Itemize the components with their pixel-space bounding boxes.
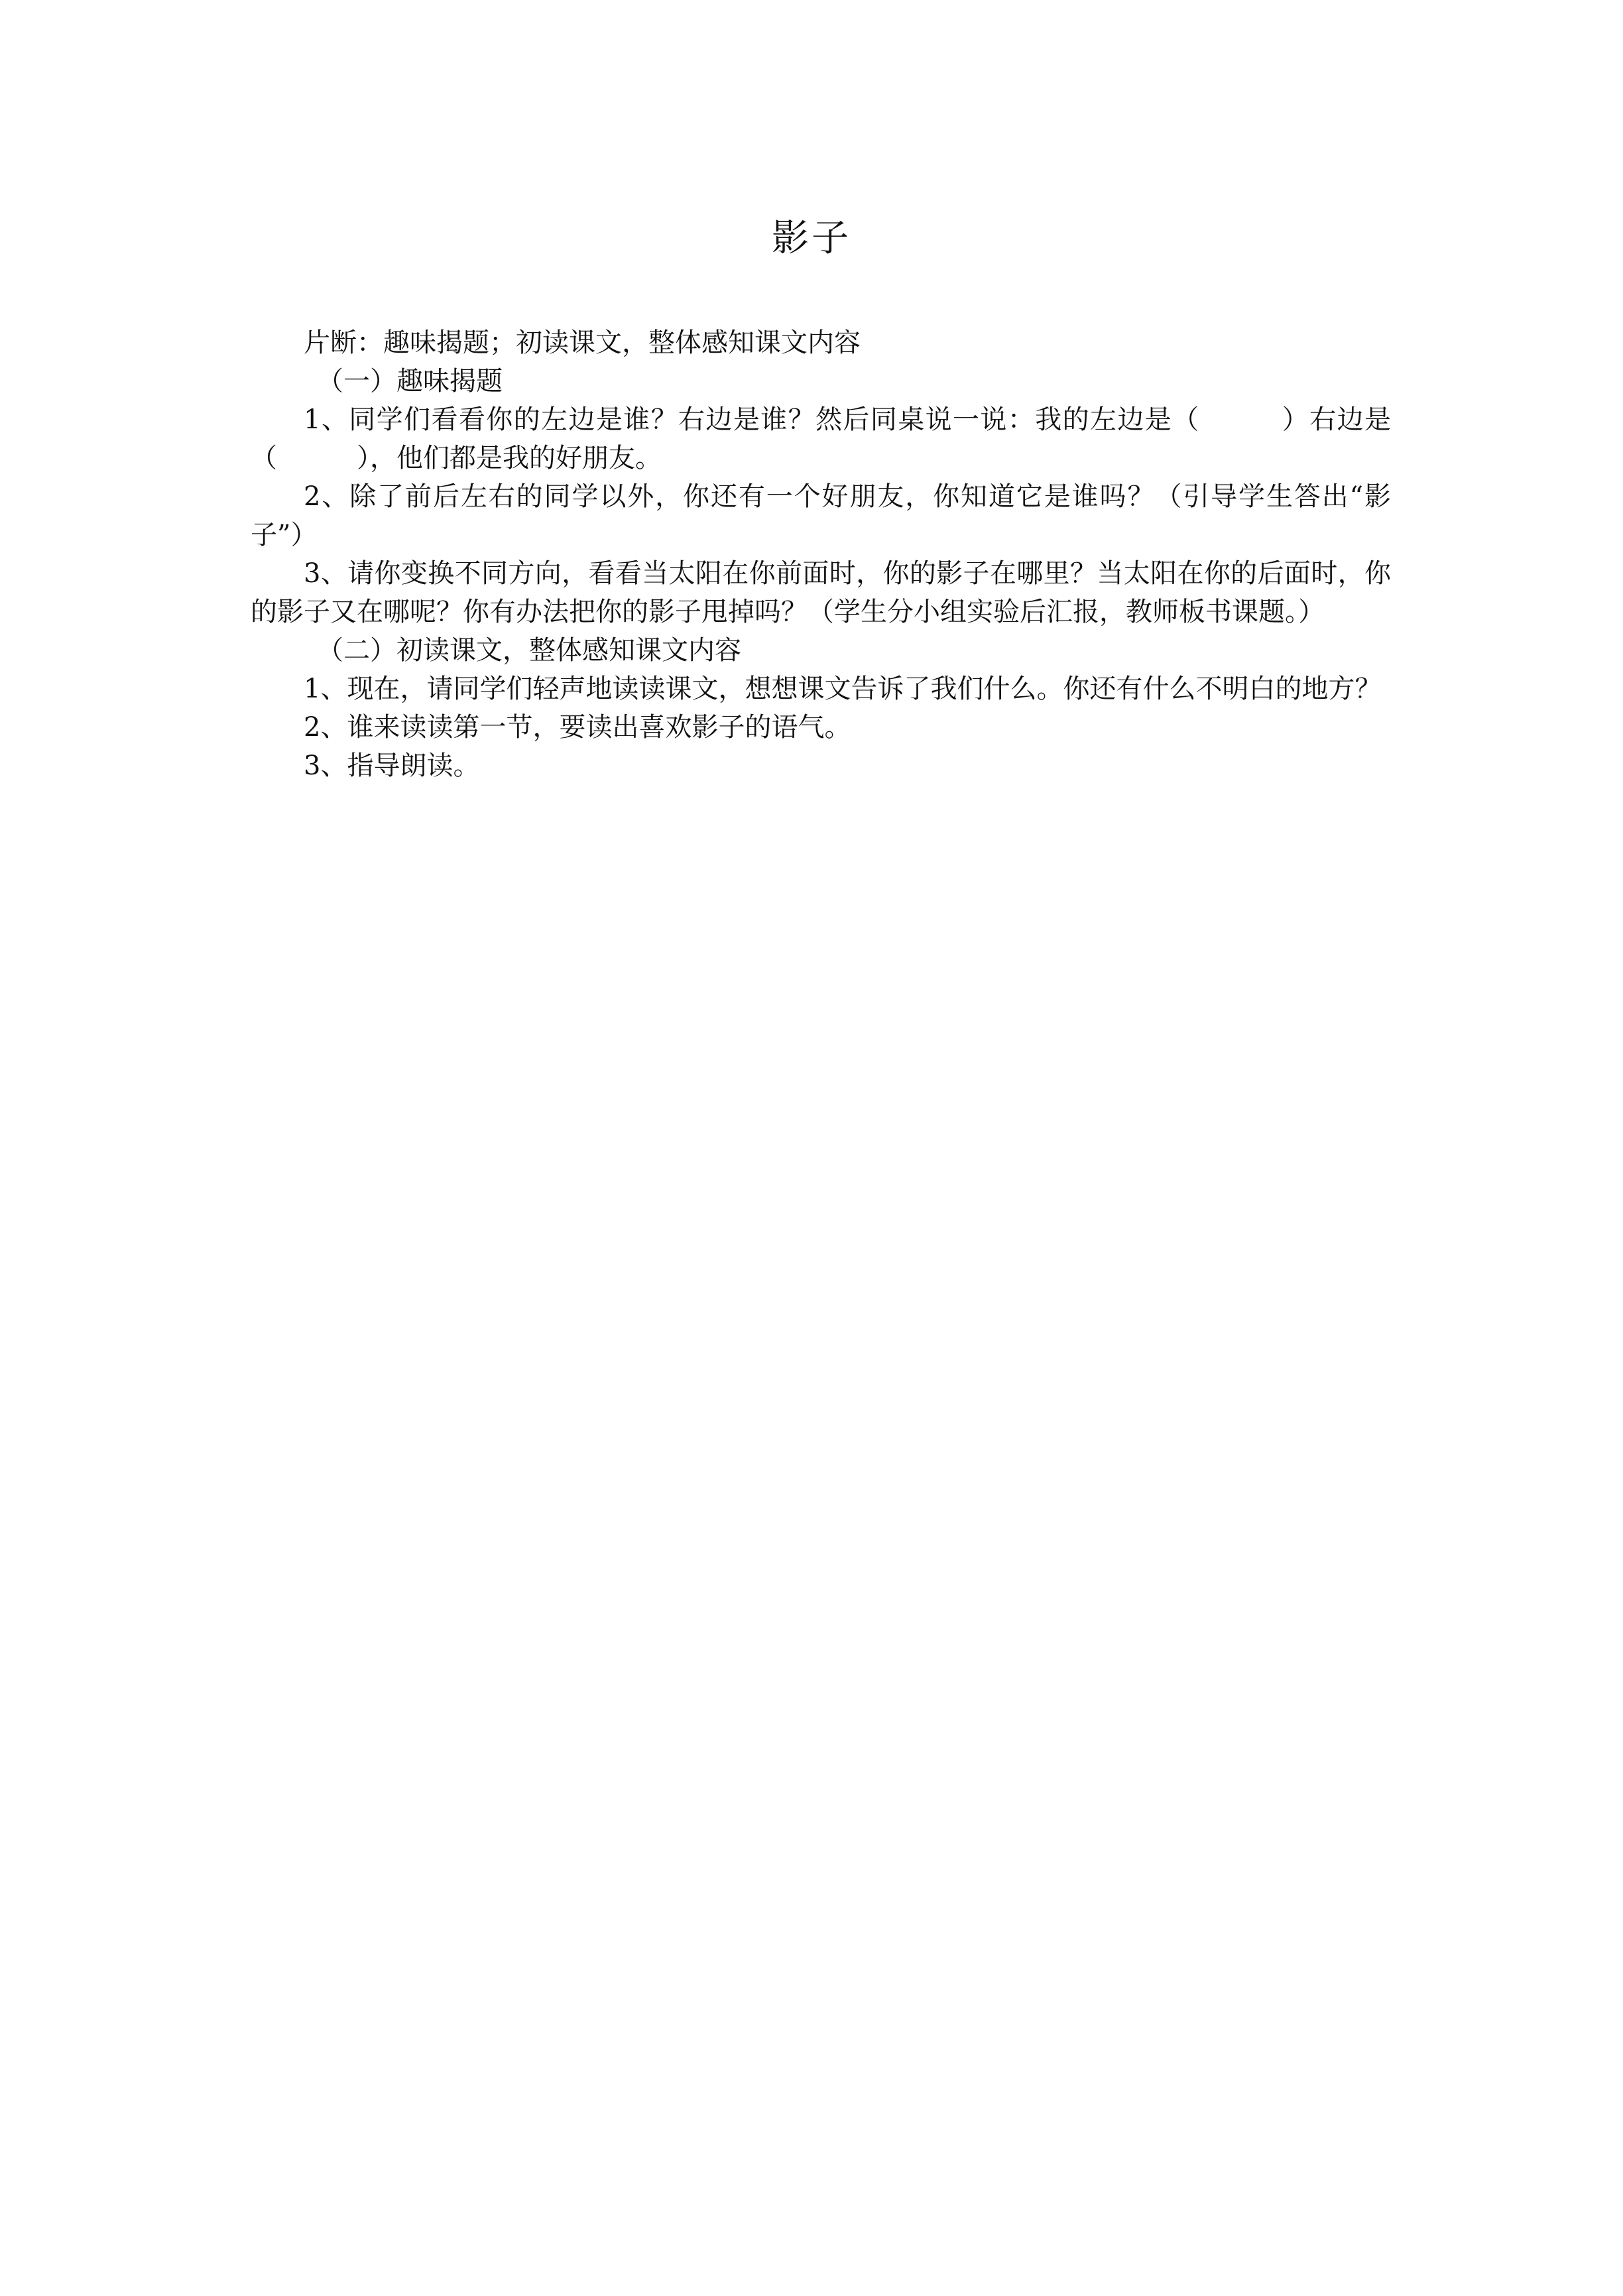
paragraph-2-3: 3、指导朗读。: [304, 751, 480, 781]
paragraph-2-2: 2、谁来读读第一节，要读出喜欢影子的语气。: [304, 712, 851, 743]
document-title: 影子: [772, 217, 851, 260]
section-heading-1: （一）趣味揭题: [317, 366, 503, 396]
document-body: [251, 324, 1391, 785]
paragraph-2-1: 1、现在，请同学们轻声地读读课文，想想课文告诉了我们什么。你还有什么不明白的地方？: [304, 674, 1382, 704]
paragraph-1-3: 3、请你变换不同方向，看看当太阳在你前面时，你的影子在哪里？当太阳在你的后面时，你的影子又在哪呢？你有办法把你的影子甩掉吗？（学生分小组实验后汇报，教师板书课题。）: [251, 558, 1391, 627]
paragraph-excerpt-heading: 片断：趣味揭题；初读课文，整体感知课文内容: [304, 328, 861, 358]
paragraph-1-2: 2、除了前后左右的同学以外，你还有一个好朋友，你知道它是谁吗？（引导学生答出“影子”）: [251, 481, 1391, 550]
paragraph-1-1: 1、同学们看看你的左边是谁？右边是谁？然后同桌说一说：我的左边是（ ）右边是（ ），他们都是我的好朋友。: [251, 404, 1391, 473]
section-heading-2: （二）初读课文，整体感知课文内容: [317, 635, 741, 666]
